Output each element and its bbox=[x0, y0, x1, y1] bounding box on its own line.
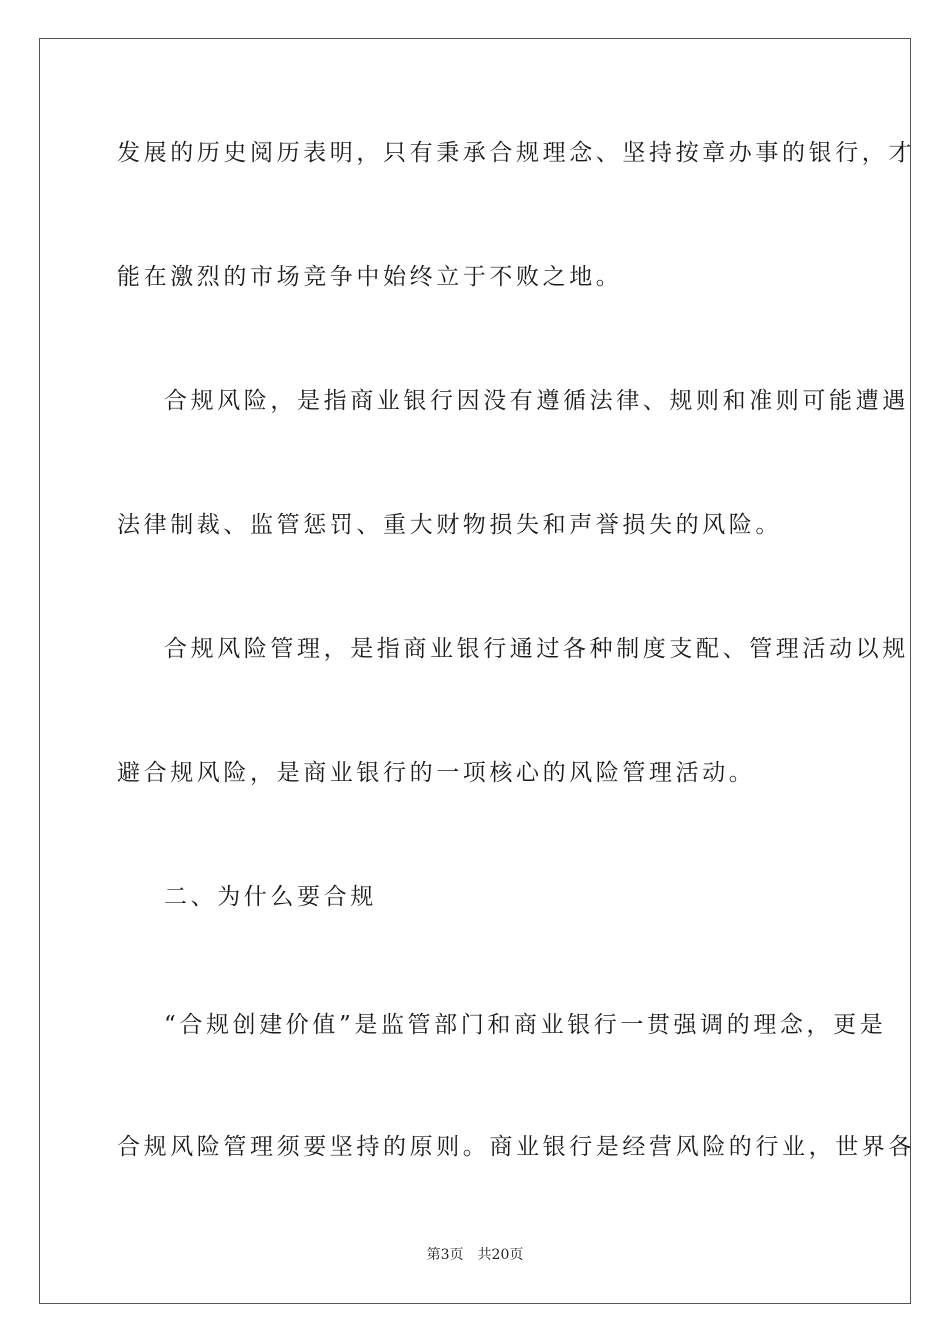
body-text-line: 能在激烈的市场竞争中始终立于不败之地。 bbox=[117, 264, 623, 290]
page-total: 共20页 bbox=[477, 1247, 524, 1263]
body-text-line: 法律制裁、监管惩罚、重大财物损失和声誉损失的风险。 bbox=[117, 512, 782, 538]
body-text-line: 发展的历史阅历表明，只有秉承合规理念、坚持按章办事的银行，才 bbox=[117, 140, 915, 166]
body-text-line: 合规风险管理须要坚持的原则。商业银行是经营风险的行业，世界各 bbox=[117, 1134, 915, 1160]
page-footer bbox=[0, 1246, 950, 1264]
page-number: 第3页 bbox=[426, 1247, 464, 1263]
section-heading: 二、为什么要合规 bbox=[164, 884, 377, 910]
paragraph-first-line: 合规风险，是指商业银行因没有遵循法律、规则和准则可能遭遇 bbox=[164, 388, 909, 414]
page-border bbox=[39, 38, 915, 1304]
paragraph-first-line: 合规风险管理，是指商业银行通过各种制度支配、管理活动以规 bbox=[164, 636, 909, 662]
body-text-line: 避合规风险，是商业银行的一项核心的风险管理活动。 bbox=[117, 760, 756, 786]
paragraph-first-line: “合规创建价值”是监管部门和商业银行一贯强调的理念，更是 bbox=[164, 1012, 887, 1038]
